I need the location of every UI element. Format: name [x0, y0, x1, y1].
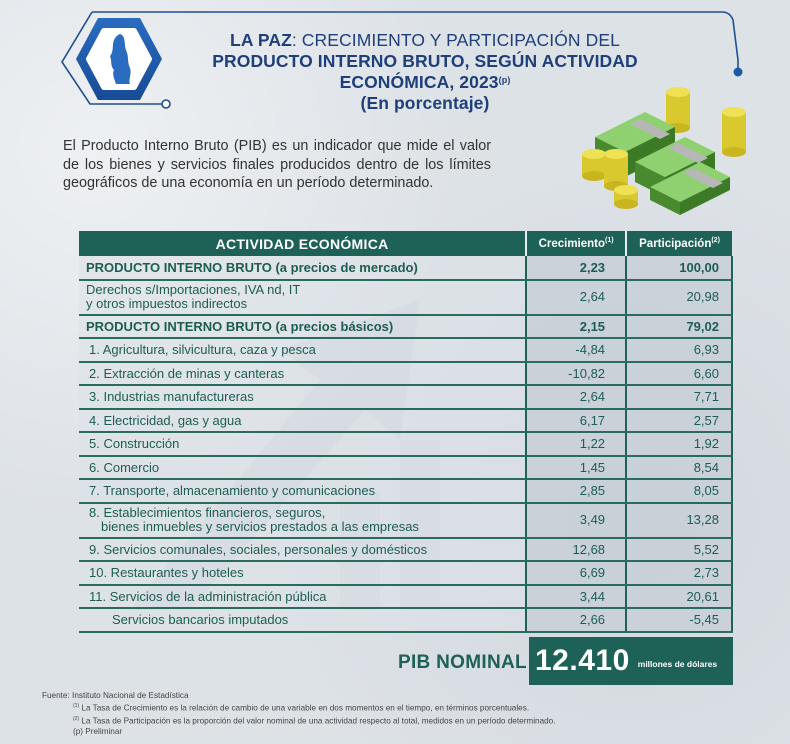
row-label: 4. Electricidad, gas y agua — [79, 409, 526, 433]
note2-text: La Tasa de Participación es la proporción del valor nominal de una actividad respecto al total, medidos en un período determinado. — [81, 717, 556, 727]
row-share: -5,45 — [626, 608, 732, 632]
row-growth: 2,15 — [526, 315, 626, 339]
nominal-gdp-unit: millones de dólares — [637, 659, 718, 669]
header-growth-label: Crecimiento — [538, 237, 606, 250]
title-line1: : CRECIMIENTO Y PARTICIPACIÓN DEL — [291, 30, 620, 50]
row-label — [79, 503, 526, 538]
table-row — [79, 362, 732, 386]
header-share — [626, 231, 732, 256]
la-paz-map-hexagon-icon — [74, 14, 164, 104]
row-share: 2,57 — [626, 409, 732, 433]
row-label: 3. Industrias manufactureras — [79, 385, 526, 409]
table-row — [79, 315, 732, 339]
row-growth: 3,44 — [526, 585, 626, 609]
row-share: 100,00 — [626, 256, 732, 280]
footer-note-3: (p) Preliminar — [73, 727, 123, 737]
row-label-line1: Derechos s/Importaciones, IVA nd, IT — [86, 282, 301, 297]
row-label-line2: bienes inmuebles y servicios prestados a las empresas — [101, 519, 419, 534]
table-row — [79, 538, 732, 562]
money-stacks-coins-icon — [580, 82, 750, 217]
table-row — [79, 385, 732, 409]
table-row — [79, 280, 732, 315]
footer-note-1 — [42, 701, 556, 714]
row-label: 1. Agricultura, silvicultura, caza y pesca — [79, 338, 526, 362]
table-row — [79, 585, 732, 609]
row-share: 6,60 — [626, 362, 732, 386]
row-share: 79,02 — [626, 315, 732, 339]
row-growth: 1,22 — [526, 432, 626, 456]
nominal-gdp-value: 12.410 — [535, 644, 630, 677]
footer-notes — [42, 691, 556, 738]
row-share: 2,73 — [626, 561, 732, 585]
footer-source: Fuente: Instituto Nacional de Estadística — [42, 691, 189, 700]
title-superscript: (p) — [498, 75, 511, 85]
header-growth — [526, 231, 626, 256]
row-growth: 2,23 — [526, 256, 626, 280]
table-row — [79, 409, 732, 433]
row-share: 20,61 — [626, 585, 732, 609]
row-label-line1: 8. Establecimientos financieros, seguros, — [89, 505, 326, 520]
row-growth: 2,64 — [526, 385, 626, 409]
row-label: 2. Extracción de minas y canteras — [79, 362, 526, 386]
header-share-sup: (2) — [711, 237, 720, 245]
row-share: 7,71 — [626, 385, 732, 409]
row-label: 6. Comercio — [79, 456, 526, 480]
note1-sup: (1) — [73, 703, 80, 710]
row-label: 9. Servicios comunales, sociales, personales y domésticos — [79, 538, 526, 562]
table-row — [79, 456, 732, 480]
gdp-table — [79, 231, 733, 633]
row-share: 8,05 — [626, 479, 732, 503]
intro-paragraph: El Producto Interno Bruto (PIB) es un indicador que mide el valor de los bienes y servicios finales producidos dentro de los límites geográficos de una economía en un período determinado. — [63, 138, 491, 191]
title-line2: PRODUCTO INTERNO BRUTO, SEGÚN ACTIVIDAD — [212, 51, 638, 71]
row-growth: 2,66 — [526, 608, 626, 632]
row-growth: 6,17 — [526, 409, 626, 433]
nominal-gdp-label: PIB NOMINAL — [398, 652, 527, 673]
header-share-label: Participación — [639, 237, 712, 250]
page-subtitle: (En porcentaje) — [360, 93, 490, 113]
table-row — [79, 503, 732, 538]
header-activity: ACTIVIDAD ECONÓMICA — [79, 231, 526, 256]
row-growth: -4,84 — [526, 338, 626, 362]
row-label: 11. Servicios de la administración pública — [79, 585, 526, 609]
table-row — [79, 338, 732, 362]
row-share: 20,98 — [626, 280, 732, 315]
row-share: 13,28 — [626, 503, 732, 538]
title-region: LA PAZ — [230, 30, 292, 50]
header-growth-sup: (1) — [605, 237, 614, 245]
row-label-line2: y otros impuestos indirectos — [86, 296, 248, 311]
row-growth: 12,68 — [526, 538, 626, 562]
row-growth: 1,45 — [526, 456, 626, 480]
table-header-row — [79, 231, 732, 256]
table-row — [79, 432, 732, 456]
row-share: 1,92 — [626, 432, 732, 456]
table-row — [79, 256, 732, 280]
row-growth: 2,64 — [526, 280, 626, 315]
nominal-gdp-box — [529, 637, 733, 685]
footer-note-2 — [42, 714, 556, 727]
row-label: 7. Transporte, almacenamiento y comunicaciones — [79, 479, 526, 503]
row-share: 8,54 — [626, 456, 732, 480]
note2-sup: (2) — [73, 716, 80, 723]
row-growth: 3,49 — [526, 503, 626, 538]
row-growth: 2,85 — [526, 479, 626, 503]
row-label: PRODUCTO INTERNO BRUTO (a precios básicos) — [79, 315, 526, 339]
row-label: 5. Construcción — [79, 432, 526, 456]
row-growth: -10,82 — [526, 362, 626, 386]
row-label: 10. Restaurantes y hoteles — [79, 561, 526, 585]
row-growth: 6,69 — [526, 561, 626, 585]
row-share: 5,52 — [626, 538, 732, 562]
row-label: Servicios bancarios imputados — [79, 608, 526, 632]
table-row — [79, 479, 732, 503]
row-label — [79, 280, 526, 315]
note1-text: La Tasa de Crecimiento es la relación de cambio de una variable en dos momentos en el tiempo, en términos porcentuales. — [81, 704, 530, 714]
row-label: PRODUCTO INTERNO BRUTO (a precios de mercado) — [79, 256, 526, 280]
table-row — [79, 608, 732, 632]
row-share: 6,93 — [626, 338, 732, 362]
title-line3: ECONÓMICA, 2023 — [339, 72, 499, 92]
table-row — [79, 561, 732, 585]
